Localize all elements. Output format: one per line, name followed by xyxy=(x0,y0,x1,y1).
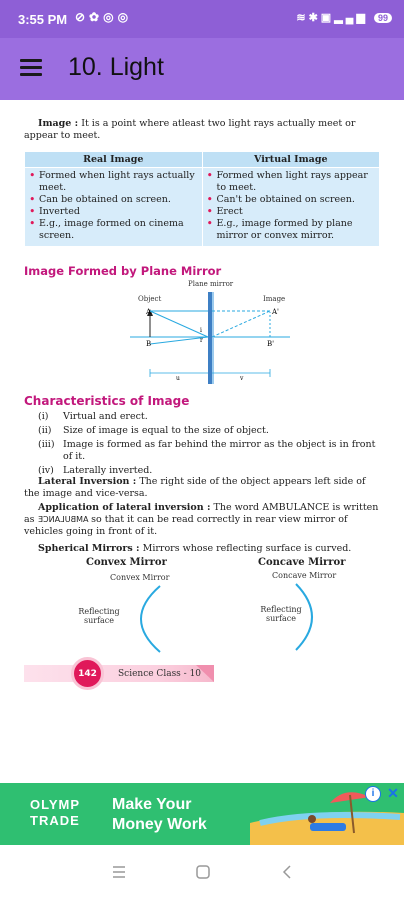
book-title: Science Class - 10 xyxy=(118,669,202,679)
ad-close-icon[interactable]: ✕ xyxy=(387,785,399,801)
recents-icon[interactable] xyxy=(110,863,128,881)
real-virtual-table xyxy=(24,151,380,247)
real-image-cell xyxy=(25,168,203,247)
lateral-inversion-para: Lateral Inversion : The right side of the object appears left side of the image and vice-versa. xyxy=(24,476,366,499)
home-icon[interactable] xyxy=(194,863,212,881)
list-item: • Formed when light rays actually meet. xyxy=(29,170,198,194)
list-item: • Can be obtained on screen. xyxy=(29,194,198,206)
page-title: 10. Light xyxy=(68,53,164,81)
plane-mirror-heading: Image Formed by Plane Mirror xyxy=(24,264,222,278)
image-term: Image : xyxy=(38,118,79,129)
convex-mirror-title: Convex Mirror xyxy=(86,557,167,568)
plane-mirror-diagram xyxy=(120,278,300,388)
concave-mirror-diagram xyxy=(290,582,330,652)
image-definition-text: It is a point where atleast two light rays actually meet or appear to meet. xyxy=(24,118,356,141)
ad-headline: Make Your Money Work xyxy=(112,796,207,833)
ad-info-icon[interactable]: i xyxy=(365,786,381,802)
diagram-label: Image xyxy=(263,295,286,303)
list-item: (iv) Laterally inverted. xyxy=(38,465,153,476)
concave-surface-label: Reflecting surface xyxy=(260,605,302,623)
system-nav-bar xyxy=(0,845,404,900)
notification-icons: ⊘✿◎◎ xyxy=(75,10,133,24)
mirrored-word: AMBULANCE xyxy=(37,515,89,524)
diagram-label: Plane mirror xyxy=(188,280,234,288)
spherical-mirrors-para: Spherical Mirrors : Mirrors whose reflecting surface is curved. xyxy=(38,543,352,554)
table-header-real: Real Image xyxy=(25,152,203,168)
convex-surface-label: Reflecting surface xyxy=(78,607,120,625)
list-item: • E.g., image formed by plane mirror or convex mirror. xyxy=(207,218,376,242)
characteristics-list xyxy=(38,411,384,479)
diagram-label: v xyxy=(240,375,244,382)
list-item: • Inverted xyxy=(29,206,198,218)
list-item: • Formed when light rays appear to meet. xyxy=(207,170,376,194)
diagram-label: Object xyxy=(138,295,162,303)
status-bar xyxy=(0,0,404,38)
list-item: (ii) Size of image is equal to the size of object. xyxy=(38,425,269,436)
list-item: (i) Virtual and erect. xyxy=(38,411,148,422)
table-header-virtual: Virtual Image xyxy=(202,152,380,168)
battery-icon: 99 xyxy=(374,13,392,23)
diagram-label: u xyxy=(176,375,180,382)
virtual-image-cell xyxy=(202,168,380,247)
concave-mirror-label: Concave Mirror xyxy=(272,571,337,580)
diagram-label: B' xyxy=(267,340,275,348)
list-item: • E.g., image formed on cinema screen. xyxy=(29,218,198,242)
diagram-label: A' xyxy=(272,308,279,316)
ad-brand-logo: OLYMP TRADE xyxy=(30,797,81,828)
diagram-label: r xyxy=(200,337,203,344)
convex-mirror-label: Convex Mirror xyxy=(110,573,170,582)
application-para: Application of lateral inversion : The word AMBULANCE is written as AMBULANCE so that it can be read correctly in rear view mirror of vehicles going in front of it. xyxy=(24,502,379,537)
convex-mirror-diagram xyxy=(120,584,170,654)
ad-banner[interactable] xyxy=(0,783,404,845)
image-definition xyxy=(24,118,384,144)
diagram-label: i xyxy=(200,327,202,334)
diagram-label: B xyxy=(146,340,152,348)
list-item: • Can't be obtained on screen. xyxy=(207,194,376,206)
menu-icon[interactable] xyxy=(20,59,42,77)
concave-mirror-title: Concave Mirror xyxy=(258,557,346,568)
back-icon[interactable] xyxy=(278,863,296,881)
characteristics-heading: Characteristics of Image xyxy=(24,394,190,408)
list-item: (iii) Image is formed as far behind the mirror as the object is in front of it. xyxy=(38,439,376,462)
status-time: 3:55 PM xyxy=(18,12,68,27)
list-item: • Erect xyxy=(207,206,376,218)
page-number-badge: 142 xyxy=(71,657,104,690)
system-icons: ≋✱▣▂▄▆ 99 xyxy=(296,11,392,24)
app-bar xyxy=(0,38,404,100)
diagram-label: A xyxy=(146,308,152,316)
